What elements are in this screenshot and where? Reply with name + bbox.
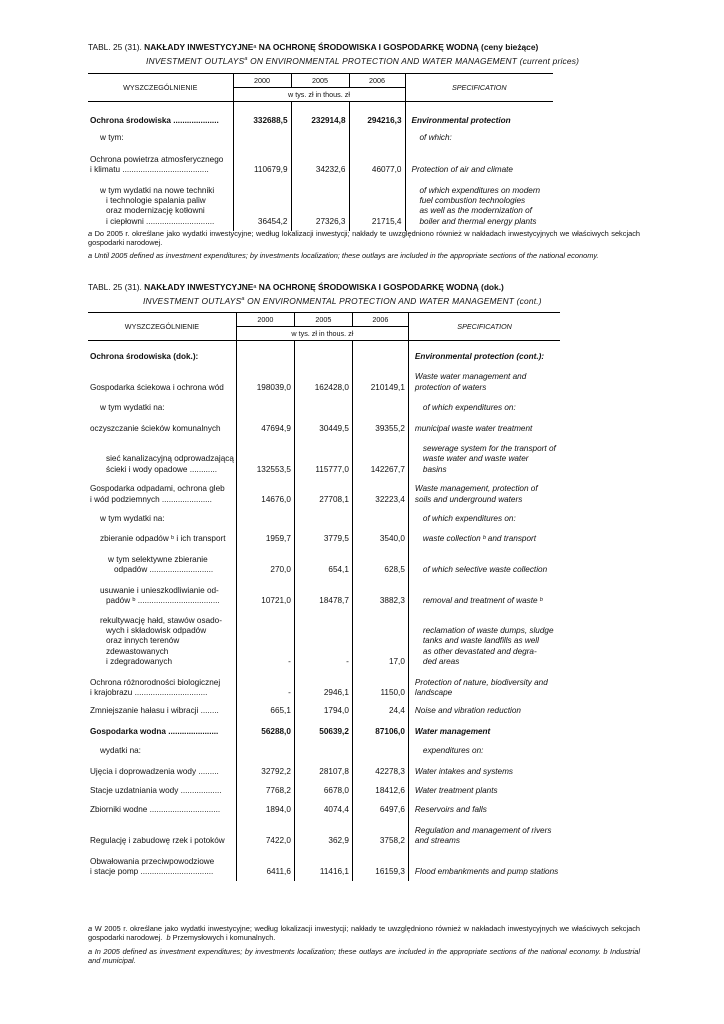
value-cell: 6678,0 xyxy=(294,777,352,796)
row-label-en-line: Regulation and management of rivers xyxy=(414,825,552,835)
row-label-pl-line: Regulację i zabudowę rzek i potoków xyxy=(90,836,225,846)
column-header-pl: WYSZCZEGÓLNIENIE xyxy=(88,313,236,341)
row-label-en-line xyxy=(415,857,558,867)
value-cell: 16159,3 xyxy=(352,847,408,878)
row-label-en xyxy=(408,434,560,475)
row-label-pl-line: wydatki na: xyxy=(100,746,141,756)
value-cell: - xyxy=(236,607,294,668)
value-cell: 6497,6 xyxy=(352,796,408,815)
value-cell: 14676,0 xyxy=(236,475,294,505)
row-label-en-line: tanks and waste landfills as well xyxy=(422,636,539,646)
row-label-en-line: reclamation of waste dumps, sludge xyxy=(422,625,554,635)
table2-footnote-en: a In 2005 defined as investment expenditures; by investments localization; these outlays are included in the appropriate sections of the national economy. b Industrial and municipal. xyxy=(88,947,641,966)
row-label-en-line xyxy=(412,155,552,165)
row-label-pl-line: usuwanie i unieszkodliwianie od- xyxy=(100,585,219,595)
row-label-pl xyxy=(88,816,236,847)
value-cell: 21715,4 xyxy=(349,176,405,228)
row-label-en xyxy=(408,505,560,524)
row-label-pl xyxy=(88,475,236,505)
row-label-en-line: Environmental protection (cont.): xyxy=(414,352,545,361)
row-label-pl xyxy=(88,796,236,815)
table-row xyxy=(88,607,560,668)
value-cell: - xyxy=(294,607,352,668)
value-cell: 56288,0 xyxy=(236,717,294,737)
row-label-pl-line: Gospodarka wodna ...................... xyxy=(90,726,219,736)
row-label-pl-line: Ochrona środowiska .................... xyxy=(90,116,219,125)
value-cell xyxy=(294,341,352,363)
row-label-en xyxy=(408,698,560,716)
value-cell: 162428,0 xyxy=(294,362,352,393)
unit-header: w tys. zł in thous. zł xyxy=(236,327,408,341)
row-label-pl-line: w tym selektywne zbieranie xyxy=(108,554,208,564)
row-label-pl-line: padów ᵇ .................................... xyxy=(106,596,220,606)
row-label-pl-line: zbieranie odpadów ᵇ i ich transport xyxy=(100,534,226,544)
row-label-pl-line xyxy=(90,826,234,836)
row-label-en-line: Water intakes and systems xyxy=(414,766,514,776)
value-cell xyxy=(236,737,294,756)
year-header: 2006 xyxy=(352,313,408,327)
row-label-pl-line: Obwałowania przeciwpowodziowe xyxy=(90,856,215,866)
table-row xyxy=(88,737,560,756)
row-label-pl-line: odpadów ............................ xyxy=(114,565,214,575)
row-label-pl xyxy=(88,102,233,127)
value-cell: - xyxy=(236,668,294,699)
row-label-pl xyxy=(88,414,236,434)
row-label-pl-line: i klimatu ...................................... xyxy=(90,165,209,175)
value-cell xyxy=(294,393,352,413)
row-label-pl xyxy=(88,176,233,228)
value-cell: 30449,5 xyxy=(294,414,352,434)
value-cell: 7422,0 xyxy=(236,816,294,847)
value-cell: 32792,2 xyxy=(236,757,294,777)
row-label-en-line: ded areas xyxy=(422,657,460,667)
value-cell xyxy=(291,126,349,143)
row-label-pl-line: i stacje pomp ................................ xyxy=(90,867,214,876)
row-label-pl xyxy=(88,607,236,668)
year-header: 2005 xyxy=(291,74,349,88)
row-label-en xyxy=(405,102,553,127)
table-row xyxy=(88,698,560,716)
value-cell: 132553,5 xyxy=(236,434,294,475)
row-label-pl-line: zdewastowanych xyxy=(106,646,169,656)
row-label-pl-line: oraz innych terenów xyxy=(106,636,180,646)
table1 xyxy=(88,73,553,231)
value-cell: 3540,0 xyxy=(352,524,408,544)
table-row xyxy=(88,393,560,413)
value-cell: 210149,1 xyxy=(352,362,408,393)
value-cell: 18478,7 xyxy=(294,576,352,607)
row-label-pl xyxy=(88,777,236,796)
table-row xyxy=(88,777,560,796)
row-label-pl-line: Gospodarka ściekowa i ochrona wód xyxy=(90,382,224,392)
value-cell: 332688,5 xyxy=(233,102,291,127)
row-label-en-line: Water treatment plants xyxy=(414,785,498,795)
row-label-pl-line xyxy=(100,444,234,454)
value-cell: 1150,0 xyxy=(352,668,408,699)
value-cell: 17,0 xyxy=(352,607,408,668)
row-label-en-line: Noise and vibration reduction xyxy=(414,706,521,716)
row-label-pl-line: wych i składowisk odpadów xyxy=(106,625,207,635)
row-label-pl xyxy=(88,757,236,777)
year-header: 2006 xyxy=(349,74,405,88)
row-label-en-line xyxy=(423,586,558,596)
value-cell: 654,1 xyxy=(294,545,352,576)
row-label-pl-line: Ochrona środowiska (dok.): xyxy=(90,352,199,361)
value-cell xyxy=(236,505,294,524)
row-label-pl-line: w tym wydatki na: xyxy=(100,514,165,524)
row-label-pl xyxy=(88,144,233,176)
value-cell: 142267,7 xyxy=(352,434,408,475)
row-label-pl xyxy=(88,362,236,393)
row-label-pl-line: rekultywację hałd, stawów osado- xyxy=(100,615,222,625)
row-label-en-line xyxy=(423,616,558,626)
value-cell xyxy=(236,341,294,363)
value-cell: 6411,6 xyxy=(236,847,294,878)
row-label-en xyxy=(408,524,560,544)
row-label-en xyxy=(408,717,560,737)
row-label-pl xyxy=(88,393,236,413)
row-label-en-line: landscape xyxy=(414,687,453,697)
row-label-pl-line: oraz modernizację kotłowni xyxy=(106,206,205,216)
value-cell: 34232,6 xyxy=(291,144,349,176)
value-cell: 36454,2 xyxy=(233,176,291,228)
row-label-pl xyxy=(88,341,236,363)
row-label-en-line: Protection of nature, biodiversity and xyxy=(414,677,548,687)
value-cell: 3779,5 xyxy=(294,524,352,544)
row-label-en-line: of which expenditures on: xyxy=(422,403,516,413)
row-label-pl xyxy=(88,545,236,576)
row-label-en xyxy=(405,126,553,143)
row-label-en xyxy=(408,816,560,847)
value-cell: 232914,8 xyxy=(291,102,349,127)
row-label-en-line: and streams xyxy=(414,836,460,846)
value-cell: 270,0 xyxy=(236,545,294,576)
row-label-en xyxy=(408,668,560,699)
unit-header: w tys. zł in thous. zł xyxy=(233,88,405,102)
row-label-en-line: basins xyxy=(422,464,447,474)
row-label-en-line: expenditures on: xyxy=(422,746,484,756)
value-cell: 665,1 xyxy=(236,698,294,716)
column-header-en: SPECIFICATION xyxy=(408,313,560,341)
table-row xyxy=(88,524,560,544)
table2 xyxy=(88,312,560,881)
row-label-pl-line: Ujęcia i doprowadzenia wody ......... xyxy=(90,766,219,776)
row-label-en xyxy=(408,393,560,413)
value-cell: 3758,2 xyxy=(352,816,408,847)
row-label-en xyxy=(408,341,560,363)
table-row xyxy=(88,505,560,524)
value-cell: 628,5 xyxy=(352,545,408,576)
row-label-en xyxy=(408,757,560,777)
value-cell xyxy=(236,393,294,413)
value-cell xyxy=(352,393,408,413)
row-label-pl-line: i zdegradowanych xyxy=(106,657,172,667)
row-label-en xyxy=(408,545,560,576)
row-label-en-line: fuel combustion technologies xyxy=(419,196,526,206)
table2-subtitle: INVESTMENT OUTLAYS$^a$ ON ENVIRONMENTAL PROTECTION AND WATER MANAGEMENT (cont.) xyxy=(143,296,542,306)
row-label-pl xyxy=(88,505,236,524)
row-label-en-line: sewerage system for the transport of xyxy=(422,444,556,454)
row-label-pl-line: sieć kanalizacyjną odprowadzającą xyxy=(106,454,234,464)
value-cell xyxy=(294,505,352,524)
row-label-pl-line: Ochrona różnorodności biologicznej xyxy=(90,677,221,687)
row-label-pl xyxy=(88,434,236,475)
row-label-en-line: soils and underground waters xyxy=(414,494,523,504)
value-cell: 1959,7 xyxy=(236,524,294,544)
value-cell: 50639,2 xyxy=(294,717,352,737)
row-label-pl xyxy=(88,576,236,607)
table-row xyxy=(88,545,560,576)
year-header: 2000 xyxy=(233,74,291,88)
value-cell: 294216,3 xyxy=(349,102,405,127)
row-label-en-line: protection of waters xyxy=(414,382,487,392)
row-label-pl-line: w tym wydatki na nowe techniki xyxy=(100,185,215,195)
value-cell: 198039,0 xyxy=(236,362,294,393)
value-cell: 46077,0 xyxy=(349,144,405,176)
row-label-pl-line: Zbiorniki wodne ............................... xyxy=(90,805,221,815)
row-label-pl-line: Zmniejszanie hałasu i wibracji ........ xyxy=(90,706,219,716)
row-label-en-line: Flood embankments and pump stations xyxy=(414,867,559,876)
row-label-en xyxy=(408,576,560,607)
row-label-en xyxy=(408,362,560,393)
table-row xyxy=(88,176,553,228)
table-row xyxy=(88,717,560,737)
value-cell xyxy=(233,126,291,143)
year-header: 2005 xyxy=(294,313,352,327)
value-cell: 1794,0 xyxy=(294,698,352,716)
table-row xyxy=(88,847,560,878)
table-row xyxy=(88,668,560,699)
value-cell: 11416,1 xyxy=(294,847,352,878)
value-cell xyxy=(352,737,408,756)
row-label-en-line: Waste management, protection of xyxy=(414,484,538,494)
table-row xyxy=(88,362,560,393)
table1-title: TABL. 25 (31). NAKŁADY INWESTYCYJNE$^a$ NA OCHRONĘ ŚRODOWISKA I GOSPODARKĘ WODNĄ (ceny bieżące) xyxy=(88,42,539,52)
table-row xyxy=(88,576,560,607)
table-row xyxy=(88,757,560,777)
value-cell: 1894,0 xyxy=(236,796,294,815)
row-label-pl-line: i wód podziemnych ...................... xyxy=(90,494,212,504)
value-cell xyxy=(352,341,408,363)
row-label-en-line: Water management xyxy=(414,726,491,736)
row-label-pl-line: oczyszczanie ścieków komunalnych xyxy=(90,423,221,433)
table-row xyxy=(88,144,553,176)
value-cell: 27326,3 xyxy=(291,176,349,228)
value-cell: 362,9 xyxy=(294,816,352,847)
row-label-pl xyxy=(88,668,236,699)
row-label-pl-line: Gospodarka odpadami, ochrona gleb xyxy=(90,484,225,494)
row-label-en xyxy=(408,475,560,505)
row-label-en-line: waste collection ᵇ and transport xyxy=(422,534,537,544)
value-cell: 115777,0 xyxy=(294,434,352,475)
row-label-en xyxy=(408,847,560,878)
table-row xyxy=(88,341,560,363)
value-cell xyxy=(352,505,408,524)
row-label-en xyxy=(405,144,553,176)
row-label-en-line: boiler and thermal energy plants xyxy=(419,216,537,226)
row-label-pl xyxy=(88,737,236,756)
row-label-en-line: municipal waste water treatment xyxy=(414,423,533,433)
row-label-pl-line: i ciepłowni .............................. xyxy=(106,216,215,226)
value-cell: 27708,1 xyxy=(294,475,352,505)
row-label-pl-line: w tym: xyxy=(100,133,124,143)
value-cell: 47694,9 xyxy=(236,414,294,434)
table1-subtitle: INVESTMENT OUTLAYS$^a$ ON ENVIRONMENTAL PROTECTION AND WATER MANAGEMENT (current prices) xyxy=(146,56,580,66)
row-label-en-line xyxy=(423,555,558,565)
row-label-en-line: Protection of air and climate xyxy=(411,165,513,175)
table-row xyxy=(88,475,560,505)
value-cell: 10721,0 xyxy=(236,576,294,607)
value-cell: 32223,4 xyxy=(352,475,408,505)
row-label-en-line: waste water and waste water xyxy=(422,454,529,464)
row-label-pl xyxy=(88,126,233,143)
row-label-pl xyxy=(88,698,236,716)
table-row xyxy=(88,414,560,434)
value-cell: 28107,8 xyxy=(294,757,352,777)
row-label-pl-line: ścieki i wody opadowe ............ xyxy=(106,464,218,474)
row-label-en-line: Environmental protection xyxy=(411,116,511,125)
row-label-en xyxy=(408,607,560,668)
row-label-en-line: of which expenditures on: xyxy=(422,514,516,524)
value-cell: 7768,2 xyxy=(236,777,294,796)
row-label-en-line: removal and treatment of waste ᵇ xyxy=(422,596,543,606)
value-cell: 110679,9 xyxy=(233,144,291,176)
row-label-pl xyxy=(88,524,236,544)
row-label-en xyxy=(408,737,560,756)
table-row xyxy=(88,796,560,815)
row-label-en xyxy=(408,777,560,796)
value-cell: 42278,3 xyxy=(352,757,408,777)
value-cell: 39355,2 xyxy=(352,414,408,434)
row-label-pl-line: Ochrona powietrza atmosferycznego xyxy=(90,154,224,164)
row-label-en-line: Waste water management and xyxy=(414,372,527,382)
table-row xyxy=(88,434,560,475)
row-label-pl-line: i krajobrazu ................................ xyxy=(90,687,208,697)
value-cell: 3882,3 xyxy=(352,576,408,607)
row-label-pl-line xyxy=(90,372,234,382)
table-row xyxy=(88,126,553,143)
row-label-pl xyxy=(88,717,236,737)
row-label-pl-line: i technologie spalania paliw xyxy=(106,196,206,206)
value-cell: 4074,4 xyxy=(294,796,352,815)
row-label-en xyxy=(405,176,553,228)
row-label-en-line: of which expenditures on modern xyxy=(419,185,541,195)
row-label-pl-line: Stacje uzdatniania wody .................. xyxy=(90,785,222,795)
year-header: 2000 xyxy=(236,313,294,327)
row-label-en xyxy=(408,414,560,434)
row-label-pl-line: w tym wydatki na: xyxy=(100,403,165,413)
value-cell xyxy=(294,737,352,756)
table-row xyxy=(88,102,553,127)
column-header-pl: WYSZCZEGÓLNIENIE xyxy=(88,74,233,102)
value-cell: 87106,0 xyxy=(352,717,408,737)
table-row xyxy=(88,816,560,847)
value-cell: 24,4 xyxy=(352,698,408,716)
value-cell: 18412,6 xyxy=(352,777,408,796)
row-label-en-line: of which: xyxy=(419,133,452,143)
row-label-en xyxy=(408,796,560,815)
table1-footnote-pl: a Do 2005 r. określane jako wydatki inwestycyjne; według lokalizacji inwestycji; nakłady te uwzględniono również w nakładach inwestycyjnych we właściwych sekcjach gospodarki narodowej. xyxy=(88,229,640,248)
row-label-pl xyxy=(88,847,236,878)
table2-title: TABL. 25 (31). NAKŁADY INWESTYCYJNE$^a$ NA OCHRONĘ ŚRODOWISKA I GOSPODARKĘ WODNĄ (dok.) xyxy=(88,282,504,292)
value-cell xyxy=(349,126,405,143)
row-label-en-line: as well as the modernization of xyxy=(419,206,532,216)
row-label-en-line: of which selective waste collection xyxy=(422,565,548,575)
table2-footnote-pl: a W 2005 r. określane jako wydatki inwestycyjne; według lokalizacji inwestycji; nakłady te uwzględniono również w nakładach inwestycyjnych we właściwych sekcjach gospodarki narodowej. b Przemysłowych i komunalnych. xyxy=(88,924,640,943)
row-label-en-line: as other devastated and degra- xyxy=(422,646,537,656)
column-header-en: SPECIFICATION xyxy=(405,74,553,102)
table1-footnote-en: a Until 2005 defined as investment expenditures; by investments localization; these outlays are included in the appropriate sections of the national economy. xyxy=(88,251,599,260)
value-cell: 2946,1 xyxy=(294,668,352,699)
row-label-en-line: Reservoirs and falls xyxy=(414,805,487,815)
